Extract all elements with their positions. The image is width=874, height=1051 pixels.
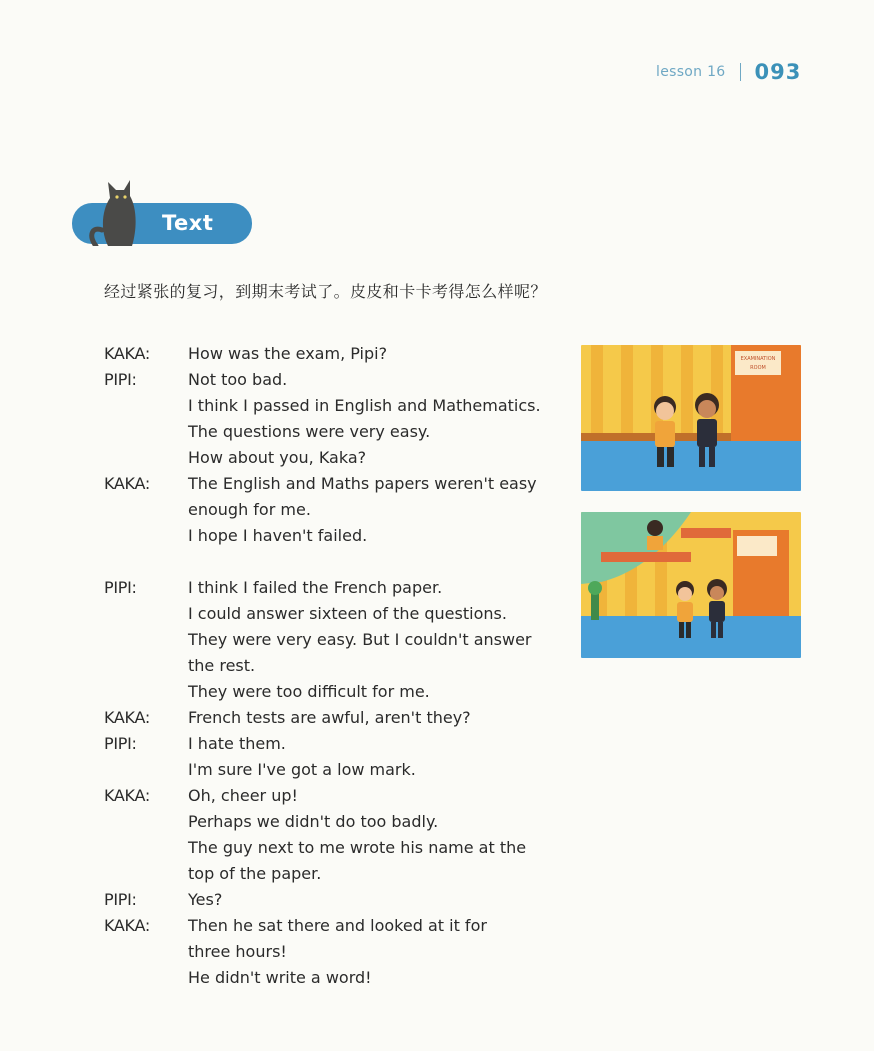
- dialogue-text: the rest.: [188, 656, 256, 675]
- dialogue-text: three hours!: [188, 942, 287, 961]
- dialogue-line: [104, 809, 564, 835]
- speaker-label: KAKA:: [104, 344, 150, 363]
- dialogue-line: [104, 731, 564, 757]
- dialogue-text: I hate them.: [188, 734, 286, 753]
- dialogue-text: The questions were very easy.: [188, 422, 431, 441]
- dialogue-text: Oh, cheer up!: [188, 786, 298, 805]
- sign-line-2: ROOM: [750, 365, 766, 371]
- speaker-label: [104, 939, 188, 965]
- dialogue-line: [104, 419, 564, 445]
- illustration-exam-memory: [581, 512, 801, 658]
- dialogue-text: top of the paper.: [188, 864, 322, 883]
- dialogue-text: I could answer sixteen of the questions.: [188, 604, 507, 623]
- speaker-label: [104, 523, 188, 549]
- dialogue-line: [104, 393, 564, 419]
- dialogue-text: Yes?: [188, 890, 223, 909]
- dialogue-line: [104, 575, 564, 601]
- speaker-label: [104, 601, 188, 627]
- speaker-label: [104, 835, 188, 861]
- section-title: Text: [162, 211, 214, 235]
- speaker-label: PIPI:: [104, 890, 137, 909]
- speaker-label: [104, 679, 188, 705]
- dialogue-line: [104, 471, 564, 497]
- dialogue-text: The guy next to me wrote his name at the: [188, 838, 527, 857]
- dialogue-line: [104, 367, 564, 393]
- dialogue-line: [104, 861, 564, 887]
- dialogue-line: [104, 965, 564, 991]
- speaker-label: PIPI:: [104, 370, 137, 389]
- illustration-exam-hallway: [581, 345, 801, 491]
- speaker-label: [104, 393, 188, 419]
- dialogue-line: [104, 913, 564, 939]
- dialogue-text: I hope I haven't failed.: [188, 526, 368, 545]
- dialogue-line: [104, 783, 564, 809]
- cat-icon: [86, 170, 150, 246]
- dialogue-text: I think I failed the French paper.: [188, 578, 443, 597]
- dialogue-text: enough for me.: [188, 500, 311, 519]
- speaker-label: KAKA:: [104, 786, 150, 805]
- page-header: [656, 60, 801, 84]
- speaker-label: PIPI:: [104, 734, 137, 753]
- dialogue-line: [104, 757, 564, 783]
- speaker-label: [104, 419, 188, 445]
- speaker-label: [104, 653, 188, 679]
- dialogue-text: Not too bad.: [188, 370, 288, 389]
- dialogue-line: [104, 523, 564, 549]
- dialogue-line: [104, 679, 564, 705]
- dialogue-line: [104, 835, 564, 861]
- speaker-label: [104, 965, 188, 991]
- speaker-label: PIPI:: [104, 578, 137, 597]
- speaker-label: [104, 757, 188, 783]
- speaker-label: [104, 445, 188, 471]
- sign-line-1: EXAMINATION: [740, 356, 776, 362]
- dialogue-line: [104, 939, 564, 965]
- dialogue-line: [104, 341, 564, 367]
- dialogue-text: They were too difficult for me.: [188, 682, 430, 701]
- header-divider: [740, 63, 741, 81]
- dialogue-line: [104, 627, 564, 653]
- dialogue-line: [104, 497, 564, 523]
- dialogue-text: I'm sure I've got a low mark.: [188, 760, 416, 779]
- dialogue-text: How about you, Kaka?: [188, 448, 367, 467]
- speaker-label: KAKA:: [104, 708, 150, 727]
- dialogue-line: [104, 653, 564, 679]
- dialogue-line: [104, 705, 564, 731]
- dialogue-text: How was the exam, Pipi?: [188, 344, 388, 363]
- speaker-label: [104, 497, 188, 523]
- lesson-label: lesson 16: [656, 64, 726, 80]
- dialogue-text: They were very easy. But I couldn't answer: [188, 630, 532, 649]
- dialogue-line: [104, 445, 564, 471]
- intro-text: 经过紧张的复习，到期末考试了。皮皮和卡卡考得怎么样呢？: [104, 282, 547, 301]
- dialogue-text: The English and Maths papers weren't easy: [188, 474, 537, 493]
- dialogue-text: French tests are awful, aren't they?: [188, 708, 471, 727]
- speaker-label: KAKA:: [104, 916, 150, 935]
- page-number: 093: [754, 60, 802, 84]
- dialogue-text: I think I passed in English and Mathematics.: [188, 396, 541, 415]
- dialogue-line: [104, 601, 564, 627]
- dialogue-text: Perhaps we didn't do too badly.: [188, 812, 439, 831]
- speaker-label: [104, 627, 188, 653]
- speaker-label: [104, 861, 188, 887]
- dialogue: [104, 341, 564, 991]
- speaker-label: [104, 809, 188, 835]
- dialogue-text: He didn't write a word!: [188, 968, 372, 987]
- dialogue-text: Then he sat there and looked at it for: [188, 916, 487, 935]
- speaker-label: KAKA:: [104, 474, 150, 493]
- dialogue-line: [104, 887, 564, 913]
